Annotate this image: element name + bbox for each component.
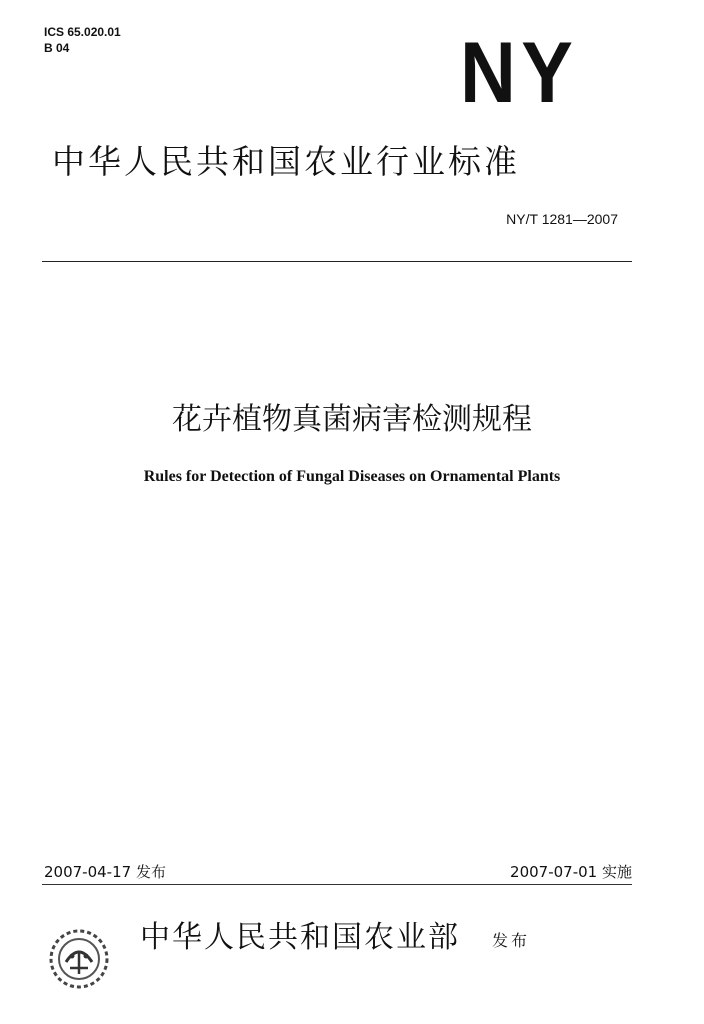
classification-code: B 04 xyxy=(44,41,70,55)
publish-label: 发布 xyxy=(492,931,531,950)
issue-date: 2007-04-17 发布 xyxy=(44,863,166,881)
footer-divider xyxy=(42,884,632,885)
effective-date: 2007-07-01 实施 xyxy=(510,863,632,881)
ics-code-block xyxy=(44,24,121,56)
header-divider xyxy=(42,261,632,262)
standard-number: NY/T 1281—2007 xyxy=(506,211,618,227)
issuing-authority: 中华人民共和国农业部 xyxy=(140,920,460,955)
ministry-seal-icon xyxy=(48,928,110,990)
ny-logo: NY xyxy=(460,25,579,121)
standard-category-title: 中华人民共和国农业行业标准 xyxy=(52,142,520,181)
document-title-chinese: 花卉植物真菌病害检测规程 xyxy=(172,402,532,437)
ics-number: ICS 65.020.01 xyxy=(44,25,121,39)
document-title-english: Rules for Detection of Fungal Diseases on Ornamental Plants xyxy=(143,468,561,485)
